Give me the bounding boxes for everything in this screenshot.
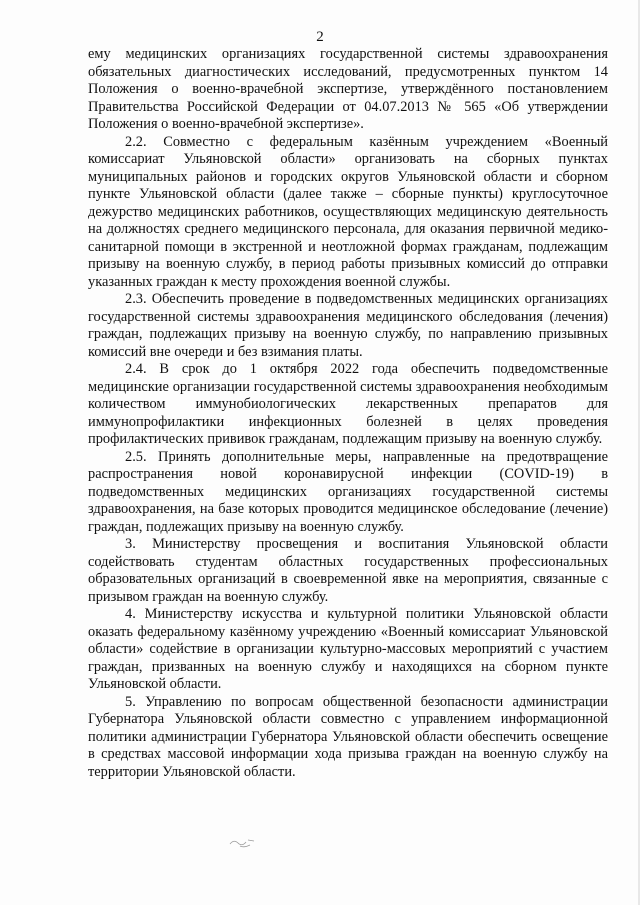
- document-body: [88, 46, 608, 781]
- paragraph-4: 4. Министерству искусства и культурной политики Ульяновской области оказать федеральному казённому учреждению «Военный комиссариат Ульяновской области» содействие в организации культурно-массовых мероприятий с участием граждан, призванных на военную службу и находящихся на сборном пункте Ульяновской области.: [88, 606, 608, 692]
- paragraph-2-2: 2.2. Совместно с федеральным казённым учреждением «Военный комиссариат Ульяновской области» организовать на сборных пунктах муниципальных районов и городских округов Ульяновской области и сборном пункте Ульяновской области (далее также – сборные пункты) круглосуточное дежурство медицинских работников, осуществляющих медицинскую деятельность на должностях среднего медицинского персонала, для оказания первичной медико-санитарной помощи в экстренной и неотложной формах гражданам, подлежащим призыву на военную службу, в период работы призывных комиссий до отправки указанных граждан к месту прохождения военной службы.: [88, 133, 608, 290]
- paragraph-2-4: 2.4. В срок до 1 октября 2022 года обеспечить подведомственные медицинские организации государственной системы здравоохранения необходимым количеством иммунобиологических лекарственных препаратов для иммунопрофилактики инфекционных болезней в целях проведения профилактических прививок гражданам, подлежащим призыву на военную службу.: [88, 361, 608, 447]
- paragraph-3: 3. Министерству просвещения и воспитания Ульяновской области содействовать студентам областных государственных профессиональных образовательных организаций в своевременной явке на мероприятия, связанные с призывом граждан на военную службу.: [88, 536, 608, 605]
- scan-mark-icon: [228, 836, 258, 850]
- paragraph-2-5: 2.5. Принять дополнительные меры, направленные на предотвращение распространения новой коронавирусной инфекции (COVID-19) в подведомственных медицинских организациях государственной системы здравоохранения, на базе которых проводится медицинское обследование (лечение) граждан, подлежащих призыву на военную службу.: [88, 448, 608, 535]
- paragraph-continuation: ему медицинских организациях государственной системы здравоохранения обязательных диагностических исследований, предусмотренных пунктом 14 Положения о военно-врачебной экспертизе, утверждённого постановлением Правительства Российской Федерации от 04.07.2013 № 565 «Об утверждении Положения о военно-врачебной экспертизе».: [88, 46, 608, 132]
- paragraph-2-3: 2.3. Обеспечить проведение в подведомственных медицинских организациях государственной системы здравоохранения медицинского обследования (лечения) граждан, подлежащих призыву на военную службу, по направлению призывных комиссий вне очереди и без взимания платы.: [88, 291, 608, 360]
- page-number: 2: [316, 29, 324, 45]
- paragraph-5: 5. Управлению по вопросам общественной безопасности администрации Губернатора Ульяновской области совместно с управлением информационной политики администрации Губернатора Ульяновской области обеспечить освещение в средствах массовой информации хода призыва граждан на военную службу на территории Ульяновской области.: [88, 693, 608, 780]
